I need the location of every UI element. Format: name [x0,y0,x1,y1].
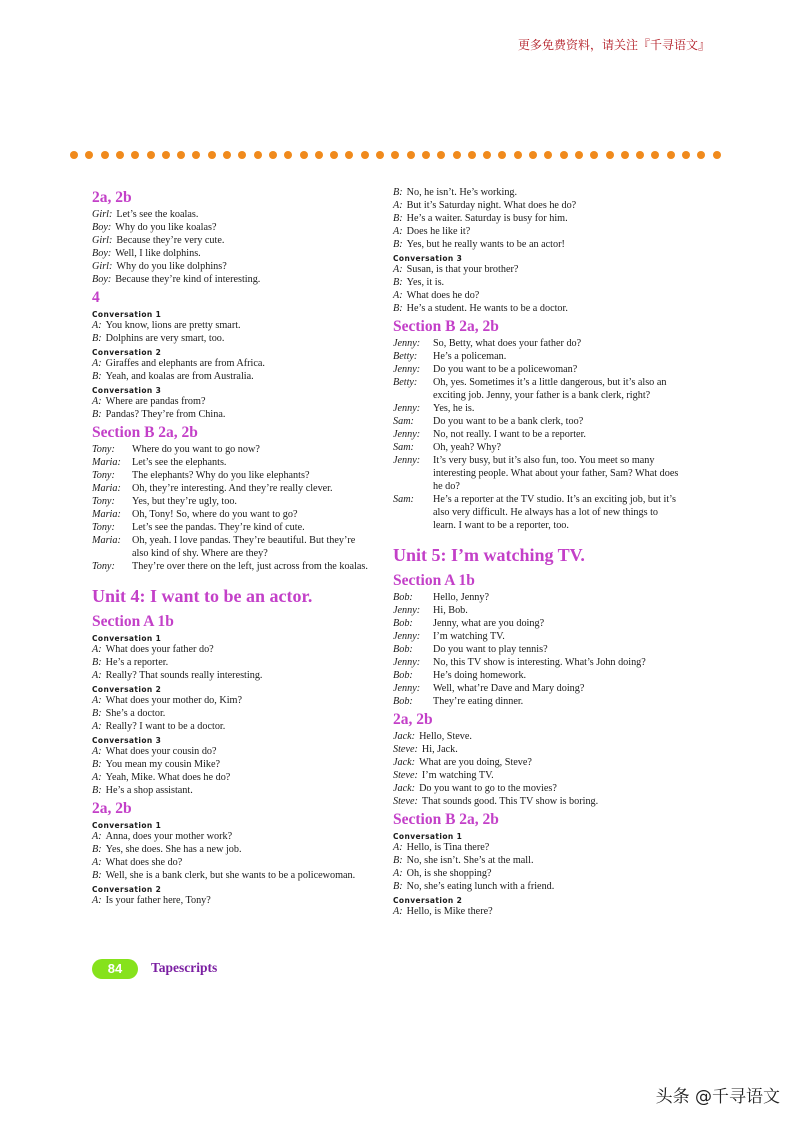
dialogue-text: Really? I want to be a doctor. [105,721,226,732]
dialogue-line [393,854,683,867]
watermark: 头条 @千寻语文 [655,1087,780,1107]
dialogue-line [393,695,683,708]
dialogue-text: What does he do? [406,290,480,301]
dialogue-line [393,402,683,415]
dialogue-line [393,656,683,669]
dialogue-line [92,208,374,221]
dialogue-text: That sounds good. This TV show is boring. [421,796,599,807]
dialogue-text: Because they’re kind of interesting. [115,274,261,285]
dialogue-text: Hi, Bob. [433,605,468,616]
divider-dot [713,151,721,159]
divider-dot [407,151,415,159]
dialogue-text: He’s a reporter. [105,657,169,668]
speaker-label: B: [393,239,403,250]
divider-dot [116,151,124,159]
speaker-label: Betty: [393,351,418,362]
dialogue-text: What does your father do? [105,644,214,655]
dialogue-line [92,495,374,508]
conversation-heading: Conversation 2 [393,896,463,905]
speaker-label: A: [92,358,102,369]
divider-dot [437,151,445,159]
dialogue-line [92,408,374,421]
dialogue-text: What does she do? [105,857,183,868]
speaker-label: A: [92,670,102,681]
dialogue-text: You mean my cousin Mike? [105,759,221,770]
dialogue-line [92,830,374,843]
speaker-label: Betty: [393,377,418,388]
dialogue-line [92,521,374,534]
dialogue-line [92,669,374,682]
speaker-label: Girl: [92,209,113,220]
divider-dot [177,151,185,159]
dialogue-line [393,630,683,643]
dialogue-line [393,769,683,782]
speaker-label: Jenny: [393,403,421,414]
dialogue-text: Oh, yeah? Why? [433,442,501,453]
divider-dot [162,151,170,159]
divider-dot [651,151,659,159]
divider-dot [621,151,629,159]
dialogue-line [92,260,374,273]
speaker-label: A: [393,264,403,275]
dialogue-line [393,199,683,212]
dialogue-text: Yes, she does. She has a new job. [105,844,242,855]
speaker-label: Bob: [393,618,413,629]
divider-dot [514,151,522,159]
speaker-label: Boy: [92,248,112,259]
dialogue-line [393,376,683,402]
dialogue-line [92,784,374,797]
section-heading: 2a, 2b [92,800,132,817]
speaker-label: B: [393,187,403,198]
speaker-label: Jack: [393,783,416,794]
dialogue-line [92,894,374,907]
speaker-label: B: [393,213,403,224]
speaker-label: Jenny: [393,338,421,349]
dialogue-line [393,867,683,880]
dialogue-text: Susan, is that your brother? [406,264,519,275]
divider-dot [697,151,705,159]
dialogue-line [92,720,374,733]
speaker-label: Jenny: [393,657,421,668]
section-heading: Section B 2a, 2b [393,318,499,335]
divider-dot [147,151,155,159]
dialogue-line [92,856,374,869]
dialogue-text: They’re over there on the left, just across from the koalas. [132,561,368,572]
dialogue-text: Because they’re very cute. [116,235,225,246]
dialogue-line [393,212,683,225]
section-heading: 4 [92,289,100,306]
dialogue-text: Anna, does your mother work? [105,831,233,842]
dialogue-text: Yes, it is. [406,277,445,288]
dialogue-text: Jenny, what are you doing? [433,618,545,629]
dialogue-text: Really? That sounds really interesting. [105,670,263,681]
speaker-label: Maria: [92,535,121,546]
dialogue-line [92,694,374,707]
speaker-label: B: [393,881,403,892]
dialogue-text: No, not really. I want to be a reporter. [433,429,586,440]
dialogue-text: Where do you want to go now? [132,444,260,455]
conversation-heading: Conversation 2 [92,685,162,694]
speaker-label: Sam: [393,416,414,427]
speaker-label: B: [92,759,102,770]
unit-heading: Unit 4: I want to be an actor. [92,586,313,606]
dialogue-line [393,669,683,682]
divider-dot [315,151,323,159]
dialogue-text: The elephants? Why do you like elephants? [132,470,310,481]
dialogue-line [393,363,683,376]
divider-dot [498,151,506,159]
dialogue-text: No, she isn’t. She’s at the mall. [406,855,534,866]
dialogue-text: Hello, Jenny? [433,592,490,603]
speaker-label: Tony: [92,496,115,507]
dialogue-line [92,370,374,383]
dialogue-text: So, Betty, what does your father do? [433,338,582,349]
speaker-label: Steve: [393,744,418,755]
dialogue-line [92,247,374,260]
speaker-label: Boy: [92,274,112,285]
dialogue-text: He’s doing homework. [433,670,527,681]
dialogue-line [393,225,683,238]
speaker-label: A: [92,695,102,706]
speaker-label: B: [92,870,102,881]
speaker-label: Boy: [92,222,112,233]
speaker-label: Tony: [92,522,115,533]
speaker-label: A: [393,200,403,211]
dialogue-line [92,707,374,720]
speaker-label: Jenny: [393,364,421,375]
speaker-label: B: [92,657,102,668]
divider-dot [300,151,308,159]
right-column [393,186,683,918]
divider-dot [391,151,399,159]
speaker-label: Maria: [92,509,121,520]
dialogue-text: Hello, Steve. [419,731,472,742]
conversation-heading: Conversation 3 [92,386,162,395]
dialogue-text: Oh, yeah. I love pandas. They’re beautiful. But they’re also kind of shy. Where are they? [132,535,356,559]
dialogue-text: She’s a doctor. [105,708,166,719]
speaker-label: Maria: [92,457,121,468]
dialogue-line [393,730,683,743]
divider-dot [560,151,568,159]
divider-dot [238,151,246,159]
speaker-label: A: [92,772,102,783]
divider-dot [590,151,598,159]
promo-text: 更多免费资料，请关注『千寻语文』 [517,38,710,52]
speaker-label: A: [393,290,403,301]
dialogue-text: Hello, is Tina there? [406,842,490,853]
dialogue-line [92,643,374,656]
dialogue-line [393,604,683,617]
dialogue-line [393,415,683,428]
conversation-heading: Conversation 1 [92,310,162,319]
dialogue-text: Do you want to be a policewoman? [433,364,578,375]
speaker-label: Tony: [92,470,115,481]
dialogue-line [393,263,683,276]
section-heading: 2a, 2b [92,189,132,206]
speaker-label: A: [92,857,102,868]
dialogue-line [92,656,374,669]
dialogue-line [393,682,683,695]
dialogue-line [92,443,374,456]
speaker-label: Bob: [393,670,413,681]
speaker-label: A: [393,226,403,237]
unit-heading: Unit 5: I’m watching TV. [393,545,585,565]
dialogue-text: Do you want to go to the movies? [419,783,557,794]
dialogue-text: No, he isn’t. He’s working. [406,187,518,198]
dialogue-line [393,617,683,630]
footer-label: Tapescripts [151,960,218,975]
divider-dot [208,151,216,159]
conversation-heading: Conversation 2 [92,348,162,357]
divider-dot [330,151,338,159]
speaker-label: Sam: [393,442,414,453]
speaker-label: Jack: [393,731,416,742]
speaker-label: Jenny: [393,455,421,466]
speaker-label: Bob: [393,644,413,655]
dialogue-text: You know, lions are pretty smart. [105,320,241,331]
dialogue-text: I’m watching TV. [421,770,494,781]
dialogue-line [92,560,374,573]
speaker-label: Maria: [92,483,121,494]
dialogue-text: Oh, is she shopping? [406,868,492,879]
dialogue-text: Well, I like dolphins. [115,248,201,259]
divider-dot [131,151,139,159]
divider-dot [254,151,262,159]
dialogue-line [92,234,374,247]
speaker-label: B: [92,708,102,719]
speaker-label: Tony: [92,561,115,572]
divider-dot [223,151,231,159]
dialogue-text: Is your father here, Tony? [105,895,211,906]
divider-dot [606,151,614,159]
dialogue-text: He’s a policeman. [433,351,507,362]
dialogue-text: Oh, they’re interesting. And they’re really clever. [132,483,333,494]
speaker-label: A: [92,721,102,732]
dialogue-line [92,221,374,234]
dialogue-line [92,395,374,408]
speaker-label: Steve: [393,770,418,781]
dialogue-text: Giraffes and elephants are from Africa. [105,358,265,369]
divider-dot [85,151,93,159]
divider-dot [682,151,690,159]
dialogue-line [92,319,374,332]
speaker-label: B: [393,277,403,288]
speaker-label: A: [393,868,403,879]
dialogue-text: It’s very busy, but it’s also fun, too. You meet so many interesting people. What about your father, Sam? What does he do? [433,455,679,492]
dialogue-text: Hi, Jack. [421,744,458,755]
dialogue-text: Dolphins are very smart, too. [105,333,225,344]
dialogue-line [92,357,374,370]
conversation-heading: Conversation 3 [393,254,463,263]
speaker-label: A: [92,831,102,842]
dialogue-text: Yes, but they’re ugly, too. [132,496,237,507]
divider-dot [192,151,200,159]
dialogue-text: Pandas? They’re from China. [105,409,226,420]
dialogue-line [393,591,683,604]
dialogue-line [92,869,374,882]
speaker-label: Jack: [393,757,416,768]
dialogue-line [393,337,683,350]
divider-dot [422,151,430,159]
dialogue-text: He’s a shop assistant. [105,785,193,796]
dialogue-text: Yeah, and koalas are from Australia. [105,371,254,382]
section-heading: Section A 1b [92,613,174,630]
speaker-label: A: [92,320,102,331]
speaker-label: Bob: [393,592,413,603]
speaker-label: B: [92,409,102,420]
section-heading: 2a, 2b [393,711,433,728]
speaker-label: Girl: [92,235,113,246]
divider-dot [70,151,78,159]
dialogue-line [393,454,683,493]
divider-dot [667,151,675,159]
speaker-label: Sam: [393,494,414,505]
speaker-label: Jenny: [393,631,421,642]
dialogue-line [92,745,374,758]
dialogue-text: No, she’s eating lunch with a friend. [406,881,555,892]
dialogue-line [393,643,683,656]
speaker-label: Jenny: [393,429,421,440]
dialogue-line [393,795,683,808]
divider-dot [269,151,277,159]
divider-dot [575,151,583,159]
dialogue-text: Why do you like dolphins? [116,261,227,272]
speaker-label: A: [92,895,102,906]
dialogue-text: He’s a waiter. Saturday is busy for him. [406,213,568,224]
speaker-label: B: [92,844,102,855]
section-heading: Section B 2a, 2b [393,811,499,828]
speaker-label: B: [393,855,403,866]
divider-dot [544,151,552,159]
conversation-heading: Conversation 3 [92,736,162,745]
dialogue-text: What does your cousin do? [105,746,217,757]
divider-dot [284,151,292,159]
conversation-heading: Conversation 2 [92,885,162,894]
speaker-label: A: [393,842,403,853]
divider-dot [468,151,476,159]
dialogue-line [92,758,374,771]
dialogue-line [393,289,683,302]
divider-dot [453,151,461,159]
divider-dot [636,151,644,159]
speaker-label: A: [92,644,102,655]
dialogue-text: He’s a reporter at the TV studio. It’s an exciting job, but it’s also very difficult. He always has a lot of new things to learn. I want to be a reporter, too. [433,494,676,531]
speaker-label: Tony: [92,444,115,455]
conversation-heading: Conversation 1 [92,821,162,830]
dialogue-line [393,441,683,454]
dialogue-line [92,534,374,560]
dialogue-line [393,743,683,756]
divider-dot [101,151,109,159]
dialogue-text: Hello, is Mike there? [406,906,493,917]
dialogue-text: Well, she is a bank clerk, but she wants to be a policewoman. [105,870,356,881]
divider-dot [361,151,369,159]
divider-dot [345,151,353,159]
dialogue-text: What are you doing, Steve? [419,757,532,768]
speaker-label: Bob: [393,696,413,707]
dialogue-text: But it’s Saturday night. What does he do? [406,200,577,211]
dialogue-text: Why do you like koalas? [115,222,217,233]
dialogue-text: They’re eating dinner. [433,696,524,707]
dialogue-line [92,508,374,521]
dotted-divider [70,151,730,161]
speaker-label: Steve: [393,796,418,807]
dialogue-text: Where are pandas from? [105,396,206,407]
dialogue-line [393,880,683,893]
dialogue-text: Do you want to be a bank clerk, too? [433,416,584,427]
dialogue-text: Do you want to play tennis? [433,644,548,655]
dialogue-line [92,332,374,345]
dialogue-text: No, this TV show is interesting. What’s John doing? [433,657,646,668]
dialogue-text: Let’s see the elephants. [132,457,227,468]
dialogue-line [393,350,683,363]
section-heading: Section A 1b [393,572,475,589]
dialogue-text: Oh, yes. Sometimes it’s a little dangerous, but it’s also an exciting job. Jenny, your father is a bank clerk, right? [433,377,667,401]
dialogue-text: Oh, Tony! So, where do you want to go? [132,509,298,520]
divider-dot [376,151,384,159]
dialogue-line [393,493,683,532]
speaker-label: Jenny: [393,683,421,694]
dialogue-line [92,482,374,495]
dialogue-line [92,843,374,856]
dialogue-line [393,756,683,769]
speaker-label: B: [92,333,102,344]
dialogue-text: Yes, but he really wants to be an actor! [406,239,565,250]
dialogue-line [393,186,683,199]
conversation-heading: Conversation 1 [92,634,162,643]
dialogue-text: Let’s see the pandas. They’re kind of cute. [132,522,305,533]
speaker-label: B: [92,785,102,796]
dialogue-text: Yes, he is. [433,403,475,414]
dialogue-line [393,302,683,315]
dialogue-line [393,841,683,854]
dialogue-text: He’s a student. He wants to be a doctor. [406,303,568,314]
dialogue-text: What does your mother do, Kim? [105,695,242,706]
dialogue-text: I’m watching TV. [433,631,505,642]
speaker-label: A: [393,906,403,917]
divider-dot [529,151,537,159]
dialogue-text: Does he like it? [406,226,471,237]
dialogue-text: Well, what’re Dave and Mary doing? [433,683,585,694]
dialogue-line [92,456,374,469]
section-heading: Section B 2a, 2b [92,424,198,441]
dialogue-line [393,276,683,289]
dialogue-line [92,469,374,482]
dialogue-line [393,238,683,251]
dialogue-line [393,905,683,918]
dialogue-line [393,428,683,441]
speaker-label: A: [92,396,102,407]
dialogue-text: Let’s see the koalas. [116,209,199,220]
dialogue-line [92,273,374,286]
speaker-label: Girl: [92,261,113,272]
speaker-label: B: [92,371,102,382]
dialogue-text: Yeah, Mike. What does he do? [105,772,231,783]
dialogue-line [393,782,683,795]
speaker-label: Jenny: [393,605,421,616]
page-number-badge: 84 [92,959,138,979]
divider-dot [483,151,491,159]
speaker-label: A: [92,746,102,757]
left-column [92,186,374,907]
speaker-label: B: [393,303,403,314]
conversation-heading: Conversation 1 [393,832,463,841]
dialogue-line [92,771,374,784]
